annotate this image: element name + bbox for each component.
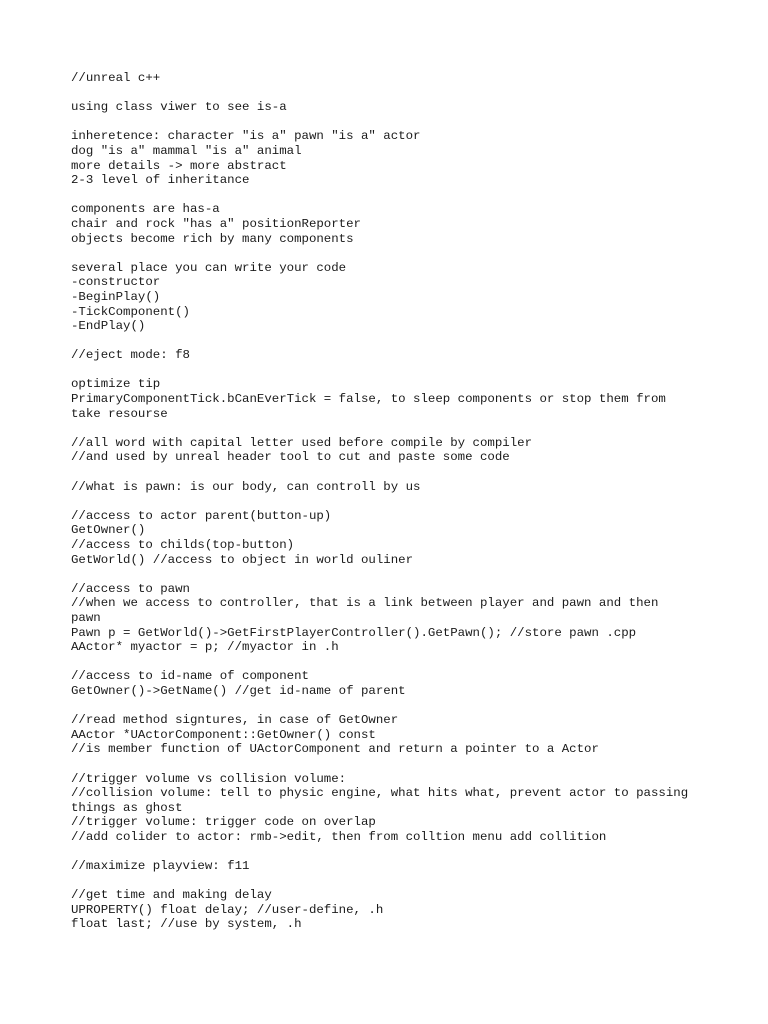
text-line: inheretence: character "is a" pawn "is a" actor [71, 129, 421, 144]
text-block [71, 202, 711, 246]
text-line: //maximize playview: f11 [71, 859, 250, 874]
text-line: UPROPERTY() float delay; //user-define, .h [71, 902, 384, 917]
text-block [71, 261, 711, 334]
text-line: //access to id-name of component [71, 669, 309, 684]
document-body [71, 71, 711, 947]
text-block [71, 348, 711, 363]
text-line: -BeginPlay() [71, 289, 161, 304]
text-block [71, 129, 711, 187]
text-block [71, 509, 711, 567]
text-line: more details -> more abstract [71, 158, 287, 173]
text-line: //and used by unreal header tool to cut and paste some code [71, 450, 510, 465]
text-line: //add colider to actor: rmb->edit, then from colltion menu add collition [71, 829, 607, 844]
text-line: dog "is a" mammal "is a" animal [71, 143, 302, 158]
text-block [71, 582, 711, 655]
text-line: Pawn p = GetWorld()->GetFirstPlayerController().GetPawn(); //store pawn .cpp [71, 625, 637, 640]
text-line: //trigger volume: trigger code on overlap [71, 815, 376, 830]
text-line: 2-3 level of inheritance [71, 173, 250, 188]
text-line: PrimaryComponentTick.bCanEverTick = false, to sleep components or stop them from [71, 392, 666, 407]
text-line: //is member function of UActorComponent and return a pointer to a Actor [71, 742, 599, 757]
text-block [71, 713, 711, 757]
text-line: GetOwner() [71, 523, 146, 538]
text-block [71, 100, 711, 115]
text-block [71, 71, 711, 86]
text-line: //trigger volume vs collision volume: [71, 771, 347, 786]
text-line: AActor* myactor = p; //myactor in .h [71, 640, 339, 655]
text-block [71, 859, 711, 874]
text-line: //access to actor parent(button-up) [71, 508, 332, 523]
text-line: AActor *UActorComponent::GetOwner() const [71, 727, 376, 742]
text-line: //access to childs(top-button) [71, 538, 295, 552]
text-line: things as ghost [71, 800, 183, 815]
text-line: objects become rich by many components [71, 231, 354, 246]
text-line: -TickComponent() [71, 304, 190, 319]
text-block [71, 669, 711, 698]
text-line: //all word with capital letter used before compile by compiler [71, 435, 533, 450]
text-block [71, 480, 711, 495]
text-block [71, 888, 711, 932]
text-line: GetWorld() //access to object in world ouliner [71, 552, 414, 567]
text-line: components are has-a [71, 202, 220, 217]
text-block [71, 772, 711, 845]
text-line: optimize tip [71, 377, 161, 392]
text-line: chair and rock "has a" positionReporter [71, 216, 361, 231]
text-line: //eject mode: f8 [71, 348, 190, 363]
text-line: -constructor [71, 275, 161, 290]
text-line: //read method signtures, in case of GetOwner [71, 713, 399, 728]
text-line: //what is pawn: is our body, can controll by us [71, 479, 421, 494]
text-line: using class viwer to see is-a [71, 100, 287, 115]
text-line: //when we access to controller, that is a link between player and pawn and then [71, 596, 659, 611]
text-line: several place you can write your code [71, 260, 347, 275]
text-line: float last; //use by system, .h [71, 917, 302, 932]
text-line: take resourse [71, 406, 168, 421]
text-line: GetOwner()->GetName() //get id-name of parent [71, 683, 406, 698]
text-line: //get time and making delay [71, 888, 272, 903]
text-line: //unreal c++ [71, 71, 161, 85]
text-block [71, 377, 711, 421]
text-line: //collision volume: tell to physic engine, what hits what, prevent actor to passing [71, 786, 689, 801]
text-line: //access to pawn [71, 581, 190, 596]
text-block [71, 436, 711, 465]
text-line: pawn [71, 610, 101, 625]
text-line: -EndPlay() [71, 319, 146, 334]
